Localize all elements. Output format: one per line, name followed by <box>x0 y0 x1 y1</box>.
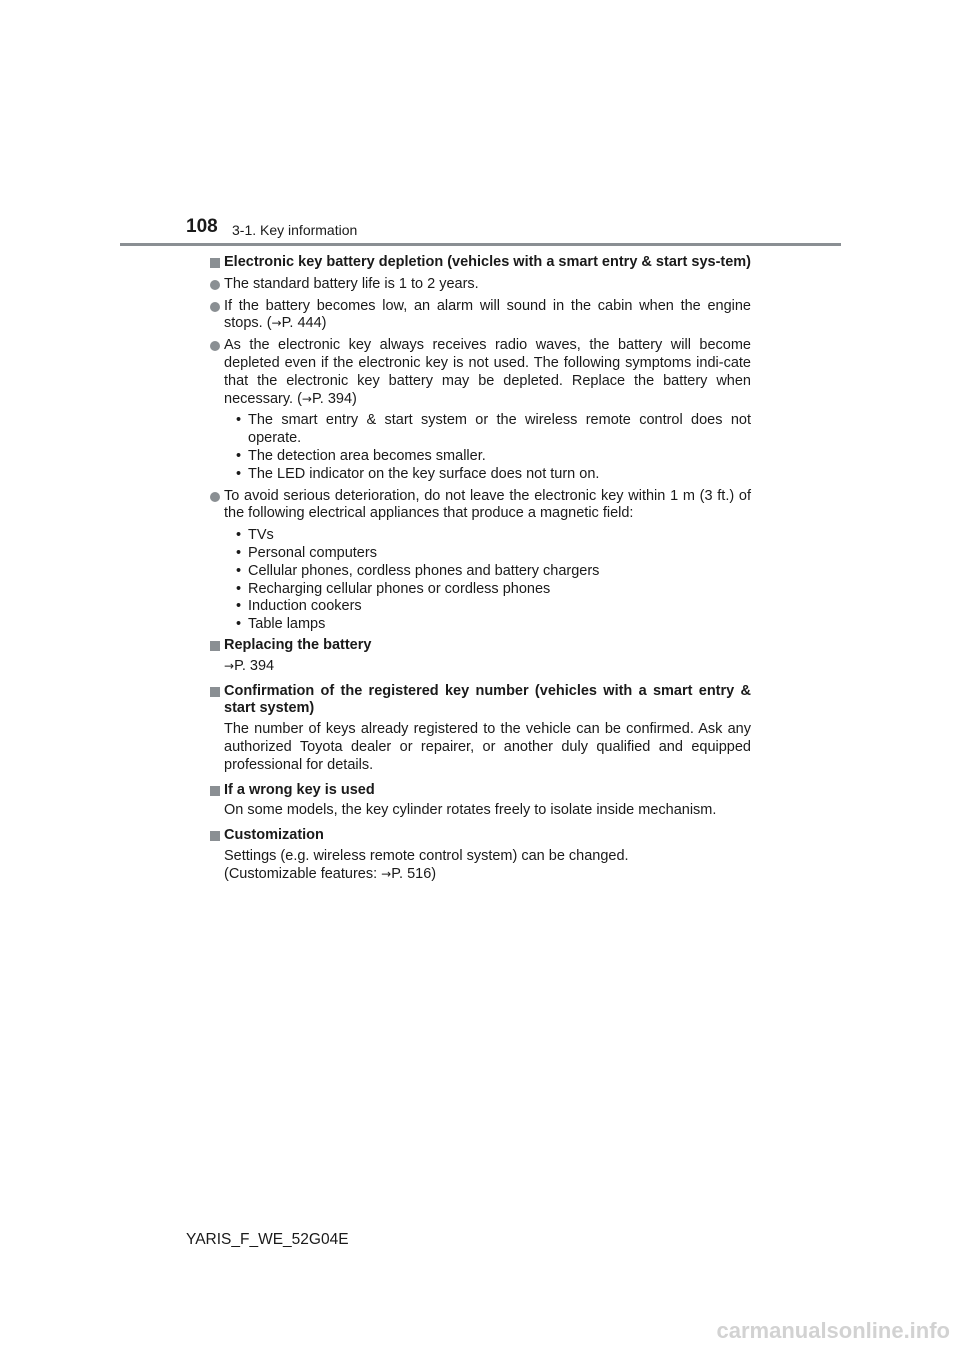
arrow-right-icon: → <box>301 391 312 406</box>
list-item <box>236 545 751 563</box>
watermark: carmanualsonline.info <box>716 1318 950 1343</box>
square-bullet-icon <box>210 831 220 841</box>
symptom-list <box>210 412 751 483</box>
arrow-right-icon: → <box>381 866 392 881</box>
page-number: 108 <box>186 216 218 237</box>
appliance-list <box>210 527 751 634</box>
sub-item-text: The LED indicator on the key surface does not turn on. <box>248 465 600 482</box>
section-body: On some models, the key cylinder rotates freely to isolate inside mechanism. <box>224 802 717 819</box>
page-reference-link[interactable]: P. 394 <box>234 657 275 674</box>
section-customization <box>210 827 751 845</box>
dot-icon: • <box>236 527 242 544</box>
document-code: YARIS_F_WE_52G04E <box>186 1231 349 1248</box>
dot-icon: • <box>236 465 242 482</box>
dot-icon: • <box>236 544 242 561</box>
section-body: The number of keys already registered to the vehicle can be confirmed. Ask any authorized Toyota dealer or repairer, or another duly qualified and equipped professional for details. <box>224 721 751 773</box>
sub-item-text: Induction cookers <box>248 598 362 615</box>
list-item <box>210 337 751 408</box>
header-divider <box>120 243 841 246</box>
list-item <box>210 298 751 334</box>
dot-icon: • <box>236 580 242 597</box>
section-heading: Replacing the battery <box>224 636 372 653</box>
section-wrong-key <box>210 782 751 800</box>
list-item <box>236 448 751 466</box>
sub-item-text: The smart entry & start system or the wireless remote control does not operate. <box>248 412 751 447</box>
square-bullet-icon <box>210 687 220 697</box>
section-body <box>210 848 751 884</box>
round-bullet-icon <box>210 280 220 290</box>
section-key-confirmation <box>210 683 751 719</box>
list-item <box>236 563 751 581</box>
bullet-text: To avoid serious deterioration, do not leave the electronic key within 1 m (3 ft.) of the following electrical appliances that produce a magnetic field: <box>224 487 751 522</box>
section-heading: Confirmation of the registered key number (vehicles with a smart entry & start system) <box>224 682 751 717</box>
body-line <box>224 866 751 884</box>
body-line: Settings (e.g. wireless remote control system) can be changed. <box>224 847 629 864</box>
section-heading: Electronic key battery depletion (vehicles with a smart entry & start sys-tem) <box>224 254 752 270</box>
section-body <box>210 658 751 676</box>
round-bullet-icon <box>210 492 220 502</box>
list-item <box>236 598 751 616</box>
sub-item-text: Table lamps <box>248 616 326 633</box>
list-item <box>210 488 751 524</box>
arrow-right-icon: → <box>224 658 235 673</box>
arrow-right-icon: → <box>271 316 282 331</box>
section-replacing-battery <box>210 637 751 655</box>
dot-icon: • <box>236 598 242 615</box>
bullet-text: As the electronic key always receives radio waves, the battery will become depleted even if the electronic key is not used. The following symptoms indi-cate that the electronic key battery may be depleted. Replace the battery when necessary. ( <box>224 337 751 407</box>
section-title: 3-1. Key information <box>232 222 358 238</box>
round-bullet-icon <box>210 341 220 351</box>
dot-icon: • <box>236 447 242 464</box>
sub-item-text: Cellular phones, cordless phones and battery chargers <box>248 562 600 579</box>
list-item <box>236 466 751 484</box>
sub-item-text: Personal computers <box>248 544 377 561</box>
page-reference-link[interactable]: P. 444) <box>281 315 327 332</box>
section-battery-depletion <box>210 254 751 272</box>
list-item <box>236 412 751 448</box>
section-heading: If a wrong key is used <box>224 781 375 798</box>
round-bullet-icon <box>210 302 220 312</box>
square-bullet-icon <box>210 258 220 268</box>
dot-icon: • <box>236 616 242 633</box>
dot-icon: • <box>236 562 242 579</box>
bullet-text: If the battery becomes low, an alarm will sound in the cabin when the engine stops. ( <box>224 297 751 332</box>
page-reference-link[interactable]: P. 516) <box>391 865 437 882</box>
body-text: (Customizable features: <box>224 865 382 882</box>
sub-item-text: Recharging cellular phones or cordless phones <box>248 580 551 597</box>
dot-icon: • <box>236 412 242 429</box>
bullet-text: The standard battery life is 1 to 2 years. <box>224 275 479 292</box>
section-heading: Customization <box>224 827 324 844</box>
square-bullet-icon <box>210 641 220 651</box>
sub-item-text: TVs <box>248 527 274 544</box>
list-item <box>210 276 751 294</box>
list-item <box>236 527 751 545</box>
list-item <box>236 581 751 599</box>
square-bullet-icon <box>210 786 220 796</box>
page-reference-link[interactable]: P. 394) <box>311 390 357 407</box>
page-content <box>210 254 751 884</box>
sub-item-text: The detection area becomes smaller. <box>248 447 486 464</box>
list-item <box>236 616 751 634</box>
